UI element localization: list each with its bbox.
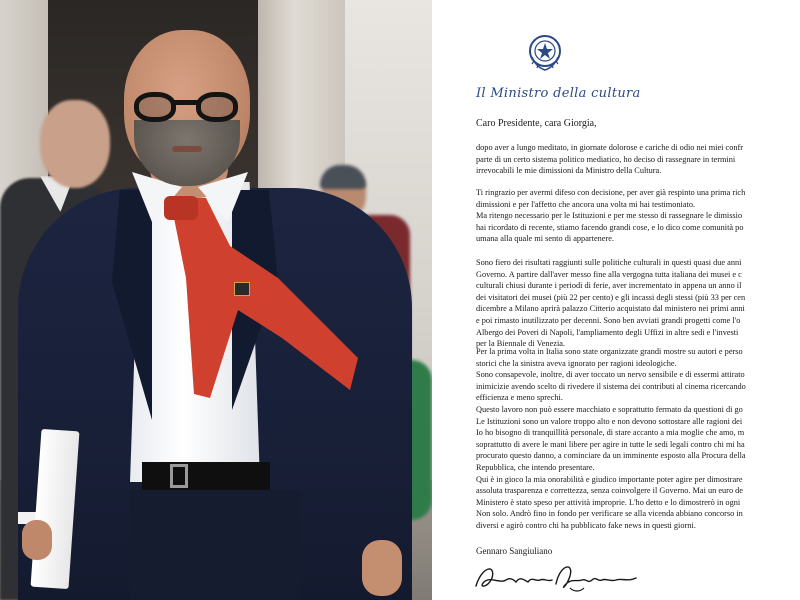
letter-line: Ma ritengo necessario per le Istituzioni e per me stesso di rassegnare le dimissio bbox=[476, 211, 743, 221]
photo-mouth bbox=[172, 146, 202, 152]
photo-hand-right bbox=[362, 540, 402, 596]
photo-belt-buckle bbox=[170, 464, 188, 488]
photo-tie-clip bbox=[234, 282, 250, 296]
letter-line: inimicizie avendo scelto di rivedere il sistema dei contributi al cinema ricercando bbox=[476, 381, 746, 391]
letter-line: assoluta trasparenza e correttezza, senza coinvolgere il Governo. Mai un euro de bbox=[476, 486, 743, 496]
letter-line: Non solo. Andrò fino in fondo per verificare se alla vicenda abbiano concorso in bbox=[476, 509, 743, 519]
letter-line: e poi rimasto inutilizzato per decenni. Sono ben avviati grandi progetti come l'o bbox=[476, 315, 741, 325]
letter-line: Repubblica, che intendo presentare. bbox=[476, 462, 595, 472]
italian-republic-emblem-icon bbox=[528, 33, 562, 73]
letter-line: Per la prima volta in Italia sono state organizzate grandi mostre su autori e perso bbox=[476, 347, 743, 356]
letterhead-title: Il Ministro della cultura bbox=[476, 86, 641, 101]
letter-line: dimissioni e per l'affetto che ancora una volta mi hai testimoniato. bbox=[476, 199, 696, 209]
letter-line: diversi e agirò contro chi ha pubblicato fake news in questi giorni. bbox=[476, 520, 696, 530]
letter-line: Sono consapevole, inoltre, di aver toccato un nervo sensibile e di essermi attirato bbox=[476, 370, 745, 380]
panel-divider bbox=[432, 0, 440, 600]
letter-paragraph-3 bbox=[476, 257, 800, 350]
letter-line: per la Biennale di Venezia. bbox=[476, 339, 566, 349]
handwritten-signature bbox=[470, 558, 650, 594]
letter-paragraph-2 bbox=[476, 187, 800, 245]
photo-belt bbox=[142, 462, 270, 492]
letter-line: irrevocabili le mie dimissioni da Ministro della Cultura. bbox=[476, 166, 662, 176]
letter-line: soprattutto di avere le mani libere per agire in tutte le sedi legali contro chi mi ha bbox=[476, 439, 745, 449]
letter-line: Governo. A partire dall'aver messo fine alla vergogna tutta italiana dei musei e c bbox=[476, 269, 742, 279]
letter-line: dei visitatori dei musei (più 22 per cento) e gli incassi degli stessi (più 33 per cen bbox=[476, 292, 746, 302]
letter-line: umana alla quale mi sento di appartenere. bbox=[476, 234, 614, 244]
letter-line: Questo lavoro non può essere macchiato e soprattutto fermato da questioni di go bbox=[476, 404, 743, 414]
photo-bg-bodyguard-head bbox=[40, 100, 110, 188]
letter-line: Le Istituzioni sono un valore troppo alto e non devono sottostare alle ragioni dei bbox=[476, 416, 743, 426]
letter-line: Ministero è stato speso per attività improprie. L'ho detto e lo dimostrerò in ogni bbox=[476, 497, 741, 507]
letter-line: Albergo dei Poveri di Napoli, l'ampliamento degli Uffizi in altre sedi e l'investi bbox=[476, 327, 739, 337]
glasses-icon bbox=[134, 92, 242, 126]
letter-line: Qui è in gioco la mia onorabilità e giudico importante poter agire per dimostrare bbox=[476, 474, 743, 484]
letter-line: efficienza e meno sprechi. bbox=[476, 393, 563, 403]
letter-line: dopo aver a lungo meditato, in giornate dolorose e cariche di odio nei miei confr bbox=[476, 143, 744, 152]
resignation-letter bbox=[440, 0, 800, 600]
letter-line: storici che la sinistra aveva ignorato per ragioni ideologiche. bbox=[476, 358, 677, 368]
photo-tie-knot bbox=[164, 196, 198, 220]
letter-paragraph-1 bbox=[476, 142, 800, 177]
photo-trousers bbox=[130, 490, 300, 600]
letter-salutation: Caro Presidente, cara Giorgia, bbox=[476, 118, 597, 129]
letter-line: procurato questo danno, a cominciare da un imminente esposto alla Procura della bbox=[476, 451, 746, 461]
letter-line: parte di un certo sistema politico mediatico, ho deciso di rassegnare in termini bbox=[476, 154, 736, 164]
letter-line: Ti ringrazio per avermi difeso con decisione, per aver già respinto una prima rich bbox=[476, 188, 746, 197]
letter-signoff-name: Gennaro Sangiuliano bbox=[476, 546, 553, 556]
photo-hand-left bbox=[22, 520, 52, 560]
letter-line: hai ricordato di recente, stiamo facendo grandi cose, e lo dico come comunità po bbox=[476, 222, 744, 232]
letter-line: Io ho bisogno di tranquillità personale, di stare accanto a mia moglie che amo, m bbox=[476, 428, 745, 438]
letter-line: culturali chiusi durante i periodi di ferie, aver incrementato in appena un anno il bbox=[476, 281, 742, 291]
letter-line: Sono fiero dei risultati raggiunti sulle politiche culturali in questi quasi due anni bbox=[476, 258, 742, 267]
letter-paragraph-4 bbox=[476, 346, 800, 532]
letter-line: dicembre a Milano aprirà palazzo Citterio acquistato dal ministero nei primi anni bbox=[476, 304, 745, 314]
